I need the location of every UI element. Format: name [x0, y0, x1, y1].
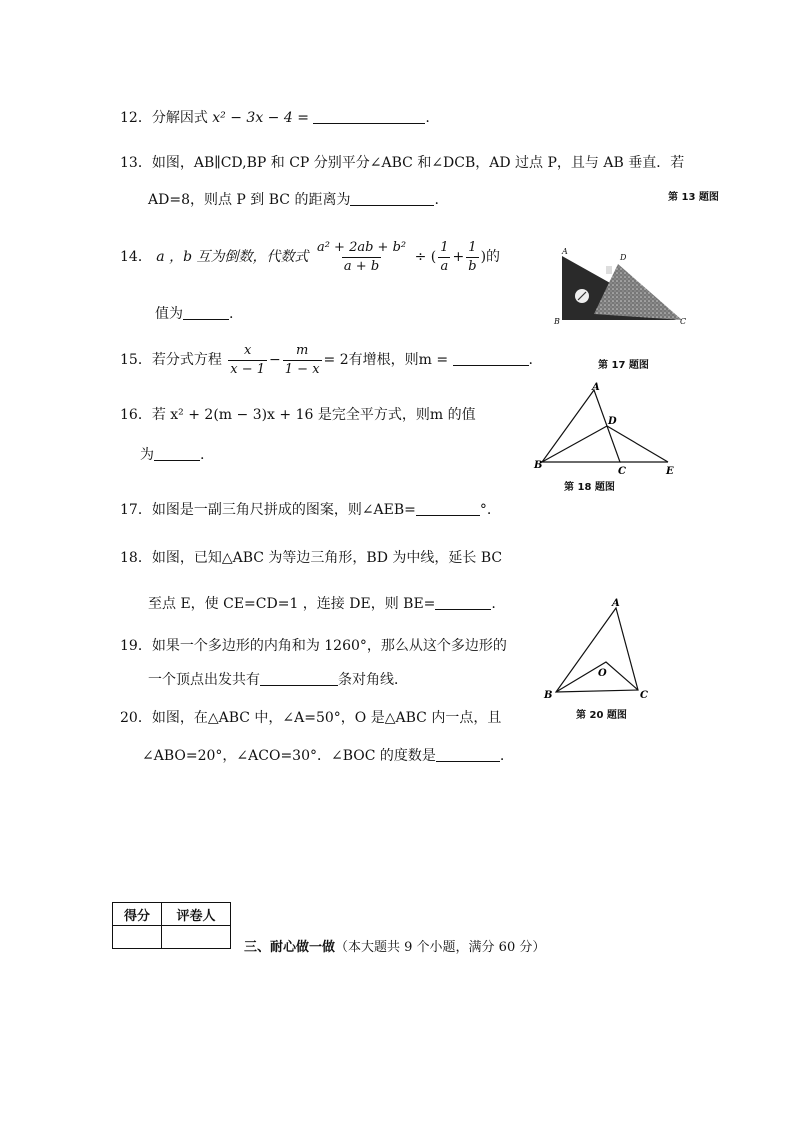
- question-20-line-2: ∠ABO=20°，∠ACO=30°．∠BOC 的度数是 .: [142, 748, 505, 764]
- score-header: 得分: [113, 903, 162, 926]
- question-number: 15．: [120, 352, 152, 368]
- question-19-line-1: 19．如果一个多边形的内角和为 1260°，那么从这个多边形的: [120, 638, 507, 654]
- question-number: 16．: [120, 407, 152, 423]
- answer-blank[interactable]: [260, 671, 338, 686]
- answer-blank[interactable]: [154, 446, 200, 461]
- answer-blank[interactable]: [183, 305, 229, 320]
- figure-18-caption: 第 18 题图: [564, 482, 615, 493]
- question-number: 20．: [120, 710, 152, 726]
- question-number: 19．: [120, 638, 152, 654]
- figure-20-caption: 第 20 题图: [576, 710, 627, 721]
- question-12: 12．分解因式 x² − 3x − 4 = .: [120, 110, 430, 126]
- label-c: C: [618, 466, 626, 477]
- answer-blank[interactable]: [313, 109, 425, 124]
- fraction-1-over-b: $\frac{1}{b}$: [468, 239, 477, 274]
- label-c: C: [680, 317, 687, 326]
- question-14-line-2: 值为 .: [155, 306, 234, 322]
- question-14-line-1: 14． a ，b 互为倒数，代数式 $\frac{\text{a² + 2ab + b²}}{a + b}$ ÷ ( $\frac{1}{a}$ + $\frac{1}{b}$ )的: [120, 239, 501, 274]
- question-16-line-2: 为 .: [140, 447, 205, 463]
- label-b: B: [554, 317, 560, 326]
- label-a: A: [612, 598, 620, 609]
- question-18-line-1: 18．如图，已知△ABC 为等边三角形，BD 为中线，延长 BC: [120, 550, 503, 566]
- question-number: 13．: [120, 155, 152, 171]
- grader-cell[interactable]: [162, 926, 231, 949]
- figure-17-caption: 第 17 题图: [598, 360, 649, 371]
- question-number: 14．: [120, 249, 152, 265]
- question-number: 18．: [120, 550, 152, 566]
- figure-13-caption: 第 13 题图: [668, 192, 719, 203]
- expression: x² − 3x − 4 =: [212, 110, 309, 126]
- question-17: 17．如图是一副三角尺拼成的图案，则∠AEB= °.: [120, 502, 492, 518]
- figure-17: [548, 244, 698, 344]
- answer-blank[interactable]: [436, 747, 500, 762]
- score-cell[interactable]: [113, 926, 162, 949]
- fraction-1-over-a: $\frac{1}{a}$: [440, 239, 449, 274]
- answer-blank[interactable]: [416, 501, 480, 516]
- question-13-line-1: 13．如图，AB∥CD,BP 和 CP 分别平分∠ABC 和∠DCB，AD 过点 P，且与 AB 垂直．若: [120, 155, 685, 171]
- answer-blank[interactable]: [350, 191, 434, 206]
- answer-blank[interactable]: [435, 595, 491, 610]
- label-d: D: [620, 253, 627, 262]
- fraction-m-over-1-minus-x: $\frac{m}{1 - x}$: [284, 342, 320, 377]
- score-table: [112, 902, 231, 949]
- fraction-expression: $\frac{\text{a² + 2ab + b²}}{a + b}$: [316, 239, 407, 274]
- label-b: B: [534, 460, 543, 471]
- question-18-line-2: 至点 E，使 CE=CD=1 ，连接 DE，则 BE= .: [148, 596, 496, 612]
- question-13-line-2: AD=8，则点 P 到 BC 的距离为 .: [148, 192, 439, 208]
- median-bd: [542, 426, 607, 462]
- question-number: 17．: [120, 502, 152, 518]
- label-a: A: [592, 382, 600, 393]
- section-title: 三、耐心做一做（本大题共 9 个小题，满分 60 分）: [244, 940, 546, 955]
- segments-bo-oc: [556, 662, 638, 692]
- label-d: D: [608, 416, 617, 427]
- figure-20: [540, 596, 660, 706]
- segment-de: [607, 426, 668, 462]
- question-15: 15．若分式方程 $\frac{x}{x - 1}$ − $\frac{m}{1 - x}$ = 2有增根，则m = .: [120, 342, 533, 377]
- label-a: A: [562, 247, 568, 256]
- question-20-line-1: 20．如图，在△ABC 中，∠A=50°，O 是△ABC 内一点，且: [120, 710, 502, 726]
- question-number: 12．: [120, 110, 152, 126]
- label-c: C: [640, 690, 648, 701]
- grader-header: 评卷人: [162, 903, 231, 926]
- fraction-x-over-x-minus-1: $\frac{x}{x - 1}$: [230, 342, 266, 377]
- label-b: B: [544, 690, 553, 701]
- label-e: E: [666, 466, 674, 477]
- label-o: O: [598, 668, 607, 679]
- answer-blank[interactable]: [453, 351, 529, 366]
- question-19-line-2: 一个顶点出发共有 条对角线．: [148, 672, 408, 688]
- question-16-line-1: 16．若 x² + 2(m − 3)x + 16 是完全平方式，则m 的值: [120, 407, 476, 423]
- figure-18: [532, 380, 682, 480]
